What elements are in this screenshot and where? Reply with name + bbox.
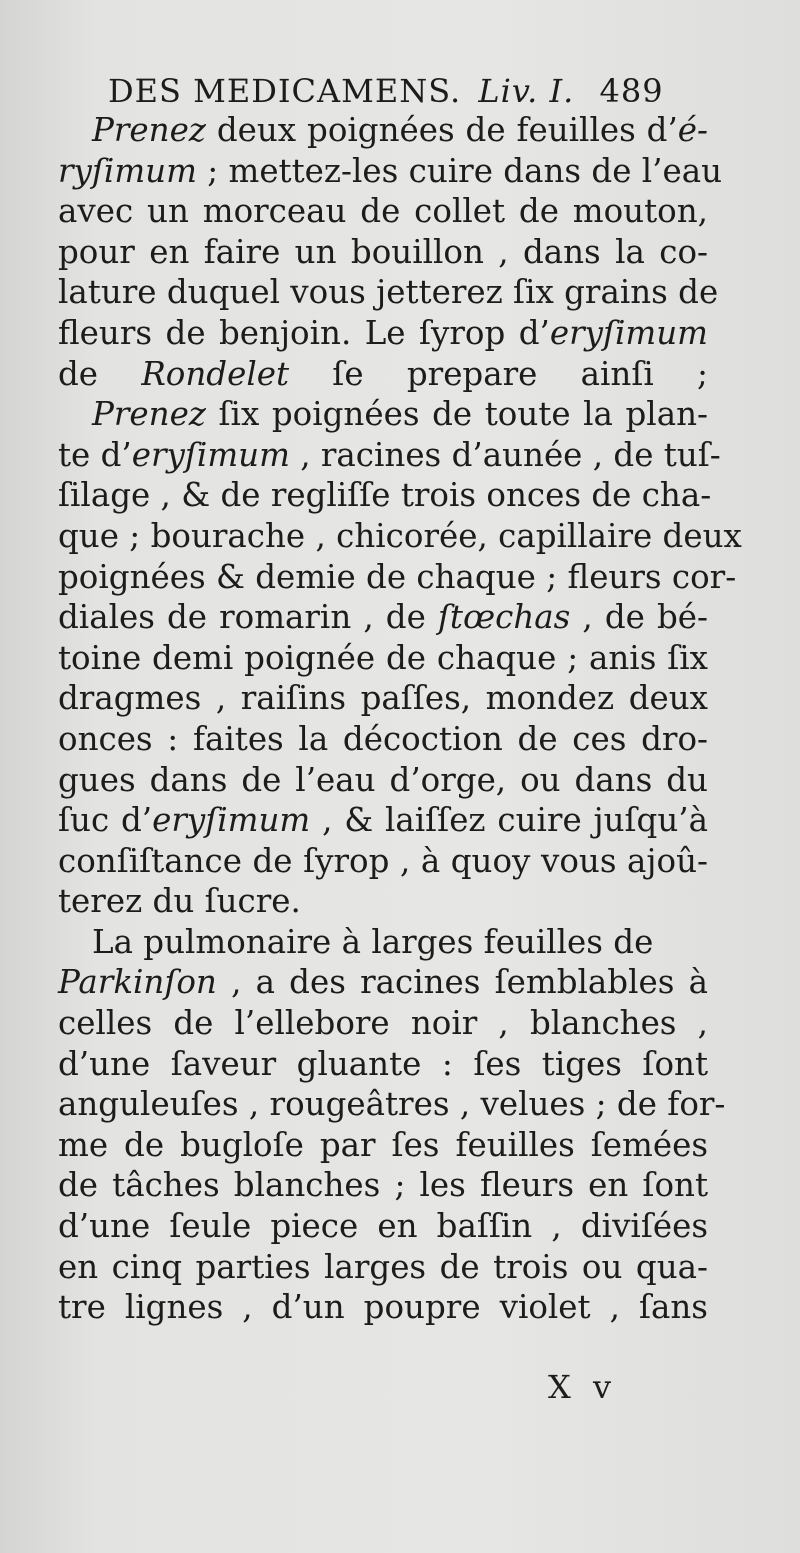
text-segment: avec un morceau de collet de mouton, xyxy=(58,192,708,231)
text-line xyxy=(58,800,708,841)
text-segment: de xyxy=(58,354,142,393)
text-line xyxy=(58,1125,708,1166)
body-text xyxy=(58,110,742,1328)
text-segment: toine demi poignée de chaque ; anis ſix xyxy=(58,638,708,677)
text-line xyxy=(58,475,712,516)
text-line xyxy=(58,638,708,679)
running-title: DES MEDICAMENS. xyxy=(108,72,462,110)
text-segment: onces : faites la décoction de ces dro- xyxy=(58,719,708,758)
text-segment: , & laiſſez cuire juſqu’à xyxy=(310,801,708,840)
text-segment: ſilage , & de regliſſe trois onces de cha- xyxy=(58,476,712,515)
text-line xyxy=(58,1165,708,1206)
text-segment: dragmes , raiſins paſſes, mondez deux xyxy=(58,679,708,718)
text-segment: ryſimum xyxy=(58,151,197,190)
text-segment: Prenez xyxy=(92,395,206,434)
text-line xyxy=(58,841,708,882)
text-segment: Prenez xyxy=(92,111,206,149)
text-segment: , de bé- xyxy=(570,598,708,637)
text-segment: en cinq parties larges de trois ou qua- xyxy=(58,1247,708,1286)
text-line xyxy=(58,719,708,760)
text-line xyxy=(58,678,708,719)
text-segment: poignées & demie de chaque ; fleurs cor- xyxy=(58,557,737,596)
text-segment: me de bugloſe par ſes feuilles ſemées xyxy=(58,1125,708,1164)
text-line xyxy=(58,557,737,598)
text-segment: pour en faire un bouillon , dans la co- xyxy=(58,232,708,271)
text-segment: ſtœchas xyxy=(437,598,571,637)
text-line xyxy=(58,1206,708,1247)
text-segment: Rondelet xyxy=(141,354,290,393)
text-segment: te d’ xyxy=(58,435,132,474)
text-line xyxy=(58,394,708,435)
text-segment: ſix poignées de toute la plan- xyxy=(205,395,708,434)
text-line xyxy=(58,760,708,801)
text-line xyxy=(58,1084,726,1125)
text-segment: tre lignes , d’un poupre violet , ſans xyxy=(58,1288,708,1327)
text-segment: , racines d’aunée , de tuſ- xyxy=(289,435,721,474)
text-line xyxy=(58,151,723,192)
text-segment: é- xyxy=(677,111,708,149)
text-segment: diales de romarin , de xyxy=(58,598,438,637)
text-line xyxy=(58,110,708,151)
text-segment: d’une ſaveur gluante : ſes tiges ſont xyxy=(58,1044,708,1083)
text-segment: eryſimum xyxy=(152,801,311,840)
text-segment: de tâches blanches ; les fleurs en ſont xyxy=(58,1166,708,1205)
text-segment: anguleuſes , rougeâtres , velues ; de for- xyxy=(58,1085,726,1124)
text-segment: que ; bourache , chicorée, capillaire deux xyxy=(58,516,742,555)
text-segment: gues dans de l’eau d’orge, ou dans du xyxy=(58,760,708,799)
text-line xyxy=(58,191,708,232)
text-segment: celles de l’ellebore noir , blanches , xyxy=(58,1004,708,1043)
text-line xyxy=(58,1287,708,1328)
text-line xyxy=(58,435,721,476)
text-line xyxy=(58,1003,708,1044)
text-line xyxy=(58,354,708,395)
text-line xyxy=(58,922,708,963)
book-number: Liv. I. xyxy=(478,72,575,110)
text-segment: ſuc d’ xyxy=(58,801,153,840)
text-segment: lature duquel vous jetterez ſix grains de xyxy=(58,273,719,312)
text-line xyxy=(58,597,708,638)
text-segment: ; mettez-les cuire dans de l’eau xyxy=(196,151,723,190)
text-segment: La pulmonaire à larges feuilles de xyxy=(92,922,654,961)
text-line xyxy=(58,962,708,1003)
text-line xyxy=(58,313,708,354)
text-segment: deux poignées de feuilles d’ xyxy=(205,111,678,149)
text-segment: d’une ſeule piece en baſſin , diviſées xyxy=(58,1207,708,1246)
text-line xyxy=(58,881,708,922)
text-segment: eryſimum xyxy=(549,313,708,352)
page-number: 489 xyxy=(599,72,664,110)
text-line xyxy=(58,232,708,273)
text-segment: Parkinſon xyxy=(58,963,217,1002)
signature-mark: X v xyxy=(548,1368,618,1406)
page-header xyxy=(108,72,708,112)
text-line xyxy=(58,1247,708,1288)
text-segment: fleurs de benjoin. Le ſyrop d’ xyxy=(58,313,550,352)
text-line xyxy=(58,516,742,557)
text-line xyxy=(58,1044,708,1085)
text-segment: , a des racines ſemblables à xyxy=(216,963,708,1002)
text-line xyxy=(58,272,719,313)
text-segment: ſe prepare ainſi ; xyxy=(289,354,709,393)
text-segment: eryſimum xyxy=(131,435,290,474)
text-segment: terez du ſucre. xyxy=(58,882,301,921)
text-segment: conſiſtance de ſyrop , à quoy vous ajoû- xyxy=(58,841,708,880)
